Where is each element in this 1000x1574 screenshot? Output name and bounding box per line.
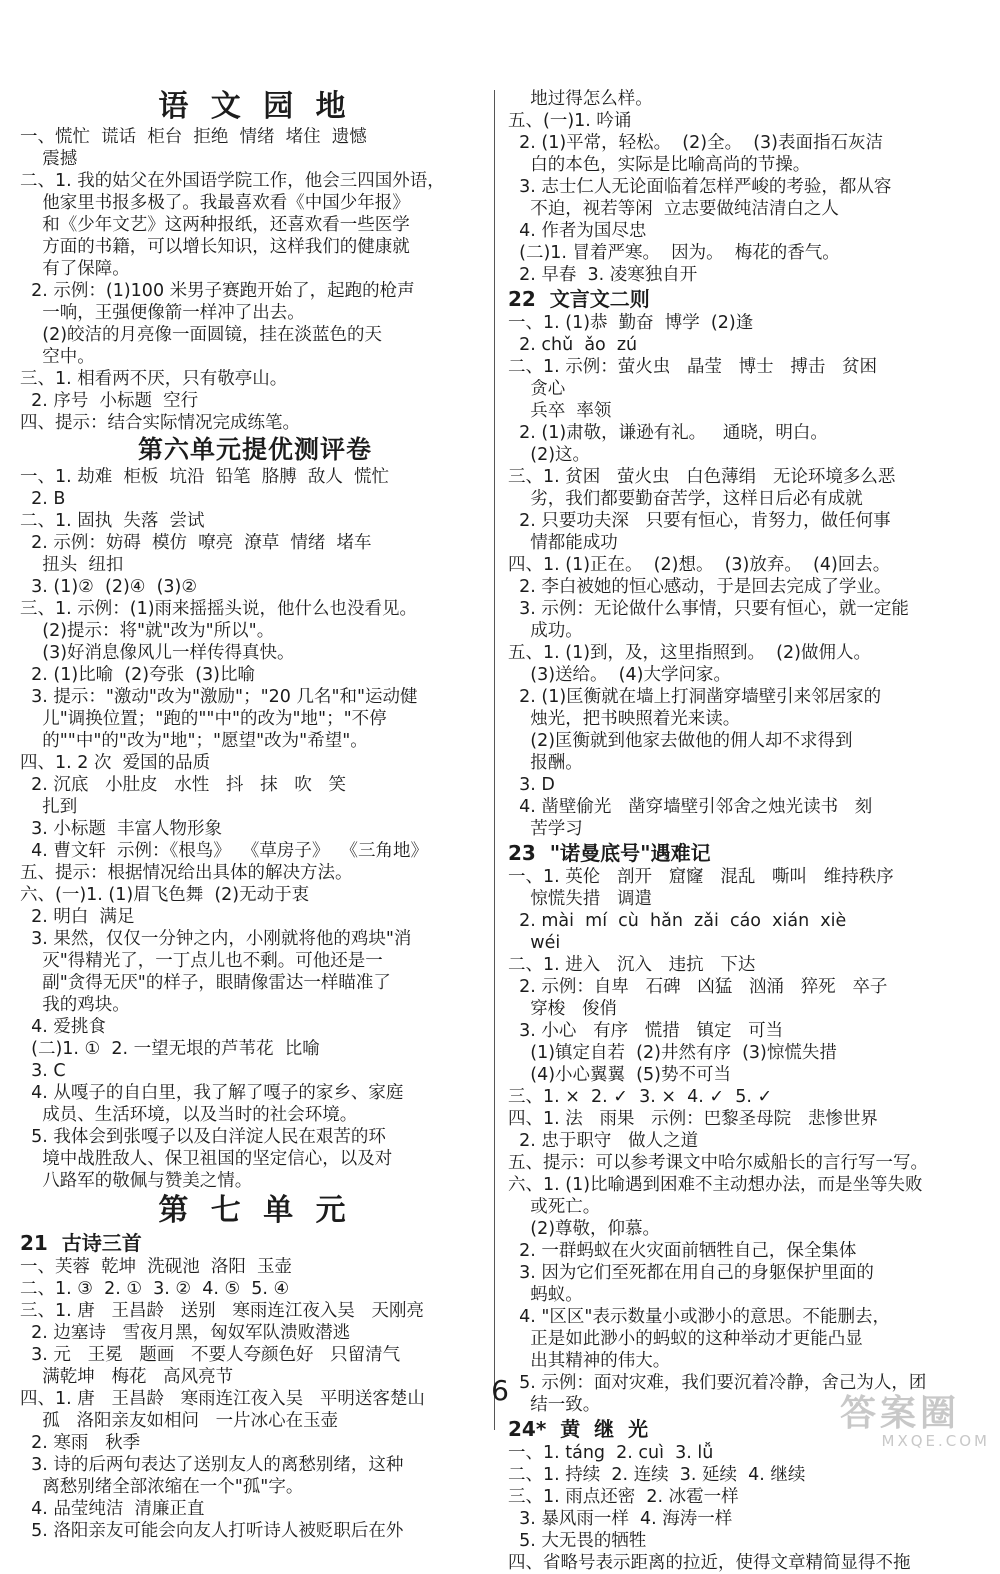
answer-line: 方面的书籍，可以增长知识，这样我们的健康就 (20, 237, 410, 257)
answer-line: 三、1. 唐 王昌龄 送别 寒雨连江夜入吴 天刚亮 (20, 1301, 425, 1321)
answer-line: 有了保障。 (20, 259, 130, 279)
answer-line: 白的本色，实际是比喻高尚的节操。 (508, 155, 811, 175)
answer-line: 四、1. 2 次 爱国的品质 (20, 753, 211, 773)
answer-line: 儿"调换位置；"跑的""中"的改为"地"；"不停 (20, 709, 387, 729)
answer-line: 扭头 纽扣 (20, 555, 124, 575)
answer-line: 3. 元 王冕 题画 不要人夸颜色好 只留清气 (20, 1345, 401, 1365)
answer-line: 四、1. (1)正在。 (2)想。 (3)放弃。 (4)回去。 (508, 555, 891, 575)
answer-line: 3. 小心 有序 慌措 镇定 可当 (508, 1021, 784, 1041)
answer-line: 2. 忠于职守 做人之道 (508, 1131, 699, 1151)
lesson-title: 21 古诗三首 (20, 1231, 142, 1255)
answer-line: 的""中"的"改为"地"；"愿望"改为"希望"。 (20, 731, 368, 751)
section-heading: 语 文 园 地 (158, 89, 352, 124)
answer-line: (3)好消息像风儿一样传得真快。 (20, 643, 295, 663)
answer-line: 2. 李白被她的恒心感动，于是回去完成了学业。 (508, 577, 892, 597)
watermark-top: 答案圈 (840, 1393, 961, 1434)
answer-line: 一、1. 劫难 柜板 坑沿 铅笔 胳膊 敌人 慌忙 (20, 467, 390, 487)
answer-line: 苦学习 (508, 819, 583, 839)
answer-line: 3. 暴风雨一样 4. 海涛一样 (508, 1509, 733, 1529)
answer-line: (2)这。 (508, 445, 591, 465)
answer-line: 我的鸡块。 (20, 995, 130, 1015)
column-divider (494, 90, 495, 1430)
answer-line: (二)1. 冒着严寒。 因为。 梅花的香气。 (508, 243, 840, 263)
answer-line: 蚂蚁。 (508, 1285, 583, 1305)
answer-line: 扎到 (20, 797, 78, 817)
answer-line: 4. 从嘎子的自白里，我了解了嘎子的家乡、家庭 (20, 1083, 404, 1103)
watermark-logo (840, 1393, 990, 1450)
answer-line: 一、1. (1)恭 勤奋 博学 (2)逢 (508, 313, 754, 333)
answer-line: 劣，我们都要勤奋苦学，这样日后必有成就 (508, 489, 863, 509)
answer-line: 5. 洛阳亲友可能会向友人打听诗人被贬职后在外 (20, 1521, 404, 1541)
answer-line: 兵卒 率领 (508, 401, 612, 421)
answer-line: (2)匡衡就到他家去做他的佣人却不求得到 (508, 731, 853, 751)
answer-line: 3. 示例：无论做什么事情，只要有恒心，就一定能 (508, 599, 909, 619)
answer-line: 3. C (20, 1061, 66, 1081)
answer-line: 空中。 (20, 347, 95, 367)
answer-line: 五、提示：根据情况给出具体的解决方法。 (20, 863, 353, 883)
answer-line: 结一致。 (508, 1395, 601, 1415)
right-column (508, 88, 983, 1574)
answer-line: 或死亡。 (508, 1197, 601, 1217)
answer-line: 2. 沉底 小肚皮 水性 抖 抹 吹 笑 (20, 775, 347, 795)
answer-line: 4. 爱挑食 (20, 1017, 106, 1037)
lesson-title: 22 文言文二则 (508, 287, 650, 311)
answer-line: 烛光，把书映照着光来读。 (508, 709, 741, 729)
answer-line: 2. 只要功夫深 只要有恒心，肯努力，做任何事 (508, 511, 891, 531)
answer-line: 灭"得精光了，一丁点儿也不剩。可他还是一 (20, 951, 383, 971)
answer-line: (3)送给。 (4)大学问家。 (508, 665, 731, 685)
answer-line: 4. 作者为国尽忠 (508, 221, 647, 241)
answer-line: 不迫，视若等闲 立志要做纯洁清白之人 (508, 199, 839, 219)
answer-line: 惊慌失措 调遣 (508, 889, 652, 909)
answer-line: 2. 明白 满足 (20, 907, 135, 927)
answer-line: 三、1. 雨点还密 2. 冰雹一样 (508, 1487, 739, 1507)
answer-line: 满乾坤 梅花 高风亮节 (20, 1367, 234, 1387)
answer-line: 二、1. ③ 2. ① 3. ② 4. ⑤ 5. ④ (20, 1279, 290, 1299)
answer-line: 4. 曹文轩 示例：《根鸟》 《草房子》 《三角地》 (20, 841, 429, 861)
answer-line: (2)尊敬，仰慕。 (508, 1219, 661, 1239)
answer-line: 5. 示例：面对灾难，我们要沉着冷静，舍己为人，团 (508, 1373, 927, 1393)
answer-line: 二、1. 进入 沉入 违抗 下达 (508, 955, 756, 975)
answer-line: 副"贪得无厌"的样子，眼睛像雷达一样瞄准了 (20, 973, 391, 993)
answer-line: 正是如此渺小的蚂蚁的这种举动才更能凸显 (508, 1329, 863, 1349)
answer-line: 四、省略号表示距离的拉近，使得文章精简显得不拖 (508, 1553, 911, 1573)
page-number: 6 (491, 1374, 509, 1407)
answer-line: 出其精神的伟大。 (508, 1351, 671, 1371)
answer-line: 孤 洛阳亲友如相问 一片冰心在玉壶 (20, 1411, 339, 1431)
answer-line: 5. 我体会到张嘎子以及白洋淀人民在艰苦的环 (20, 1127, 386, 1147)
answer-line: 2. 示例：自卑 石碑 凶猛 汹涌 猝死 卒子 (508, 977, 888, 997)
answer-line: 六、(一)1. (1)眉飞色舞 (2)无动于衷 (20, 885, 310, 905)
answer-line: 3. 果然，仅仅一分钟之内，小刚就将他的鸡块"消 (20, 929, 412, 949)
answer-line: 三、1. 示例：(1)雨来摇摇头说，他什么也没看见。 (20, 599, 418, 619)
answer-line: 境中战胜敌人、保卫祖国的坚定信心，以及对 (20, 1149, 393, 1169)
answer-line: 2. (1)匡衡就在墙上打洞凿穿墙壁引来邻居家的 (508, 687, 882, 707)
lesson-title: 23 "诺曼底号"遇难记 (508, 841, 711, 865)
answer-line: 三、1. 相看两不厌，只有敬亭山。 (20, 369, 288, 389)
answer-line: (2)提示：将"就"改为"所以"。 (20, 621, 275, 641)
answer-line: 五、(一)1. 吟诵 (508, 111, 632, 131)
lesson-title: 24* 黄 继 光 (508, 1417, 649, 1441)
answer-line: 2. 一群蚂蚁在火灾面前牺牲自己，保全集体 (508, 1241, 857, 1261)
answer-line: 3. 提示："激动"改为"激励"；"20 几名"和"运动健 (20, 687, 418, 707)
section-heading: 第六单元提优测评卷 (137, 435, 372, 464)
answer-line: 八路军的敬佩与赞美之情。 (20, 1171, 253, 1191)
answer-line: 三、1. × 2. ✓ 3. × 4. ✓ 5. ✓ (508, 1087, 773, 1107)
answer-line: 3. D (508, 775, 555, 795)
answer-line: 一、1. táng 2. cuì 3. lǚ (508, 1443, 714, 1463)
answer-line: 4. "区区"表示数量小或渺小的意思。不能删去， (508, 1307, 890, 1327)
answer-line: 3. (1)② (2)④ (3)② (20, 577, 198, 597)
answer-line: 三、1. 贫困 萤火虫 白色薄绢 无论环境多么恶 (508, 467, 896, 487)
answer-line: 2. 寒雨 秋季 (20, 1433, 141, 1453)
answer-line: 成功。 (508, 621, 583, 641)
answer-line: 四、1. 法 雨果 示例：巴黎圣母院 悲惨世界 (508, 1109, 878, 1129)
answer-line: 穿梭 俊俏 (508, 999, 617, 1019)
left-column (20, 88, 490, 1542)
section-heading: 第 七 单 元 (158, 1193, 352, 1228)
answer-line: 5. 大无畏的牺牲 (508, 1531, 647, 1551)
answer-line: 和《少年文艺》这两种报纸，还喜欢看一些医学 (20, 215, 410, 235)
answer-line: 离愁别绪全部浓缩在一个"孤"字。 (20, 1477, 304, 1497)
answer-line: 二、1. 持续 2. 连续 3. 延续 4. 继续 (508, 1465, 806, 1485)
answer-line: wéi (508, 933, 561, 953)
answer-line: 二、1. 我的姑父在外国语学院工作，他会三四国外语， (20, 171, 445, 191)
answer-line: (4)小心翼翼 (5)势不可当 (508, 1065, 731, 1085)
answer-line: 二、1. 固执 失落 尝试 (20, 511, 205, 531)
answer-line: 2. (1)肃敬，谦逊有礼。 通晓，明白。 (508, 423, 828, 443)
answer-line: 4. 品莹纯洁 清廉正直 (20, 1499, 205, 1519)
answer-line: 2. chǔ ǎo zú (508, 335, 638, 355)
answer-line: 2. 早春 3. 凌寒独自开 (508, 265, 698, 285)
answer-line: 六、1. (1)比喻遇到困难不主动想办法，而是坐等失败 (508, 1175, 923, 1195)
answer-line: 五、提示：可以参考课文中哈尔威船长的言行写一写。 (508, 1153, 928, 1173)
answer-line: 一、慌忙 谎话 柜台 拒绝 情绪 堵住 遗憾 (20, 127, 367, 147)
watermark-bottom: MXQE.COM (881, 1432, 990, 1450)
answer-line: 贪心 (508, 379, 566, 399)
answer-line: 震撼 (20, 149, 78, 169)
answer-line: 3. 小标题 丰富人物形象 (20, 819, 223, 839)
answer-line: 2. 示例：(1)100 米男子赛跑开始了，起跑的枪声 (20, 281, 415, 301)
answer-line: 五、1. (1)到，及，这里指照到。 (2)做佣人。 (508, 643, 871, 663)
answer-line: 2. 边塞诗 雪夜月黑，匈奴军队溃败潜逃 (20, 1323, 351, 1343)
answer-line: 2. (1)平常，轻松。 (2)全。 (3)表面指石灰洁 (508, 133, 884, 153)
answer-line: 2. B (20, 489, 66, 509)
answer-line: 一、芙蓉 乾坤 洗砚池 洛阳 玉壶 (20, 1257, 293, 1277)
answer-line: 成员、生活环境，以及当时的社会环境。 (20, 1105, 358, 1125)
answer-line: 2. 序号 小标题 空行 (20, 391, 199, 411)
answer-line: 情都能成功 (508, 533, 618, 553)
answer-line: (二)1. ① 2. 一望无垠的芦苇花 比喻 (20, 1039, 320, 1059)
answer-line: (1)镇定自若 (2)井然有序 (3)惊慌失措 (508, 1043, 837, 1063)
answer-line: 二、1. 示例：萤火虫 晶莹 博士 搏击 贫困 (508, 357, 878, 377)
answer-line: 一、1. 英伦 剖开 窟窿 混乱 嘶叫 维持秩序 (508, 867, 894, 887)
answer-line: 4. 凿壁偷光 凿穿墙壁引邻舍之烛光读书 刻 (508, 797, 873, 817)
answer-line: 四、1. 唐 王昌龄 寒雨连江夜入吴 平明送客楚山 (20, 1389, 425, 1409)
answer-line: 2. 示例：妨碍 模仿 嘹亮 潦草 情绪 堵车 (20, 533, 372, 553)
answer-line: 报酬。 (508, 753, 583, 773)
answer-line: 2. mài mí cù hǎn zǎi cáo xián xiè (508, 911, 847, 931)
answer-line: 3. 志士仁人无论面临着怎样严峻的考验，都从容 (508, 177, 892, 197)
answer-line: 2. (1)比喻 (2)夸张 (3)比喻 (20, 665, 256, 685)
answer-line: 地过得怎么样。 (508, 89, 653, 109)
answer-line: 3. 诗的后两句表达了送别友人的离愁别绪，这种 (20, 1455, 404, 1475)
answer-line: 一响，王强便像箭一样冲了出去。 (20, 303, 305, 323)
answer-line: 四、提示：结合实际情况完成练笔。 (20, 413, 300, 433)
answer-line: 3. 因为它们至死都在用自己的身躯保护里面的 (508, 1263, 874, 1283)
answer-line: (2)皎洁的月亮像一面圆镜，挂在淡蓝色的天 (20, 325, 383, 345)
answer-line: 他家里书报多极了。我最喜欢看《中国少年报》 (20, 193, 410, 213)
